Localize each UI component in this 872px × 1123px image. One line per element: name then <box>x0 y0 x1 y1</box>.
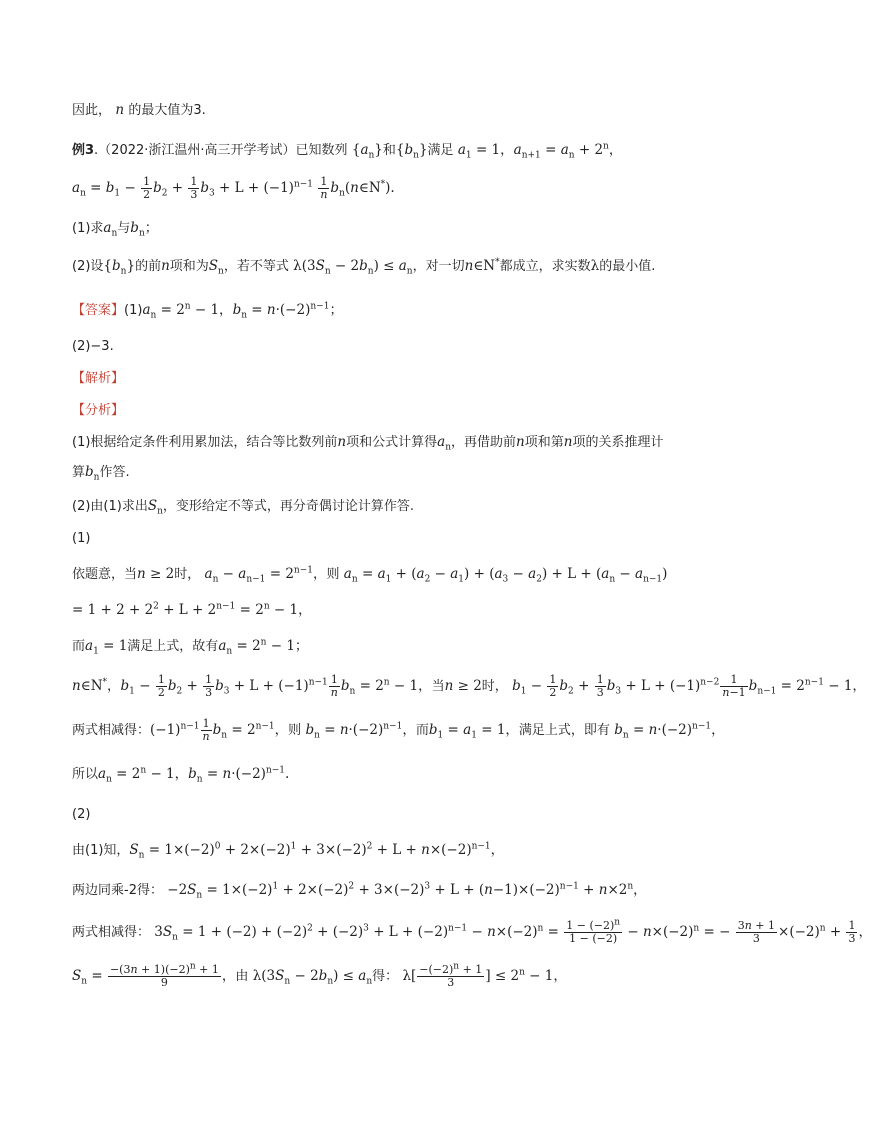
solution-line-1: 依题意，当n ≥ 2时， $a_n - a_{n-1} = 2^{n-1}$，则 $a_n = a_1 + (a_2 - a_1) + (a_3 - a_2) + L + (a_n - a_{n-1})$ <box>72 565 668 585</box>
solution-line-9: 两式相减得： $3S_n = 1 + (-2) + (-2)^2 + (-2)^3 + L + (-2)^{n-1} - n\times(-2)^n$ = $\frac{1 - (-2)^n}{1 - (-2)}$ − $n\times(-2)^n$ = − $\frac{3n + 1}{3}$ $\times(-2)^n$ + $\frac{1}{3}$ ， <box>72 917 872 945</box>
solution-line-5: 两式相减得：$(-1)^{n-1}$ $\frac{1}{n}$ $b_n = 2^{n-1}$，则 $b_n = n\cdot(-2)^{n-1}$，而$b_1 = a_1 = 1$，满足上式，即有 $b_n = n\cdot(-2)^{n-1}$， <box>72 717 725 743</box>
analysis-2: (2)由(1)求出$S_n$，变形给定不等式，再分奇偶讨论计算作答. <box>72 498 415 517</box>
solution-line-6: 所以$a_n = 2^n - 1$，$b_n = n\cdot(-2)^{n-1}$. <box>72 765 290 785</box>
analysis-1a: (1)根据给定条件利用累加法，结合等比数列前n项和公式计算得$a_n$，再借助前n项和第n项的关系推理计 <box>72 434 664 453</box>
part-2-label: (2) <box>72 807 91 822</box>
solution-line-3: 而$a_1 = 1$满足上式，故有$a_n = 2^n - 1$； <box>72 637 309 657</box>
analysis-1b: 算$b_n$作答. <box>72 464 130 483</box>
example-relation: $a_n = b_1$ − $\frac{1}{2}$ $b_2$ + $\frac{1}{3}$ $b_3 + L + (-1)^{n-1}$ $\frac{1}{n}$ $b_n(n\in N^*)$. <box>72 175 395 201</box>
solution-line-10: $S_n$ = $\frac{-(3n + 1)(-2)^n + 1}{9}$ ，由 $\lambda(3S_n - 2b_n) \le a_n$得： λ[ $\frac{-(-2)^n + 1}{3}$ ] ≤ $2^n - 1$， <box>72 961 567 989</box>
answer-line-2: (2)−3. <box>72 339 114 354</box>
solution-line-4: n∈N*，$b_1$ − $\frac{1}{2}$ $b_2$ + $\frac{1}{3}$ $b_3 + L + (-1)^{n-1}$ $\frac{1}{n}$ $b_n = 2^n - 1$，当n ≥ 2时， $b_1$ − $\frac{1}{2}$ $b_2$ + $\frac{1}{3}$ $b_3 + L + (-1)^{n-2}$ $\frac{1}{n-1}$ $b_{n-1} = 2^{n-1} - 1$， <box>72 673 866 699</box>
solution-line-7: 由(1)知，$S_n = 1\times(-2)^0 + 2\times(-2)^1 + 3\times(-2)^2 + L + n\times(-2)^{n-1}$， <box>72 841 505 861</box>
answer-line-1: 【答案】$(1)a_n = 2^n - 1$，$b_n = n\cdot(-2)^{n-1}$； <box>72 301 343 321</box>
conclusion-line: 因此， n 的最大值为3. <box>72 102 206 118</box>
part-1-label: (1) <box>72 531 91 546</box>
question-1: (1)求$a_n$与$b_n$； <box>72 220 159 239</box>
solution-line-2: = $1 + 2 + 2^2 + L + 2^{n-1} = 2^n - 1$， <box>72 601 312 618</box>
fenxi-tag: 【分析】 <box>72 403 125 418</box>
example-header: 例3.（2022·浙江温州·高三开学考试）已知数列 $\{a_n\}$和$\{b_n\}$满足 $a_1 = 1$，$a_{n+1} = a_n + 2^n$， <box>72 141 623 161</box>
question-2: (2)设$\{b_n\}$的前n项和为$S_n$，若不等式 $\lambda(3S_n - 2b_n) \le a_n$，对一切n∈N*都成立，求实数λ的最小值. <box>72 257 656 277</box>
solution-line-8: 两边同乘-2得： $-2S_n = 1\times(-2)^1 + 2\times(-2)^2 + 3\times(-2)^3 + L + (n-1)\times(-2)^{n-1} + n\times 2^n$， <box>72 881 647 901</box>
analysis-tag: 【解析】 <box>72 371 125 386</box>
